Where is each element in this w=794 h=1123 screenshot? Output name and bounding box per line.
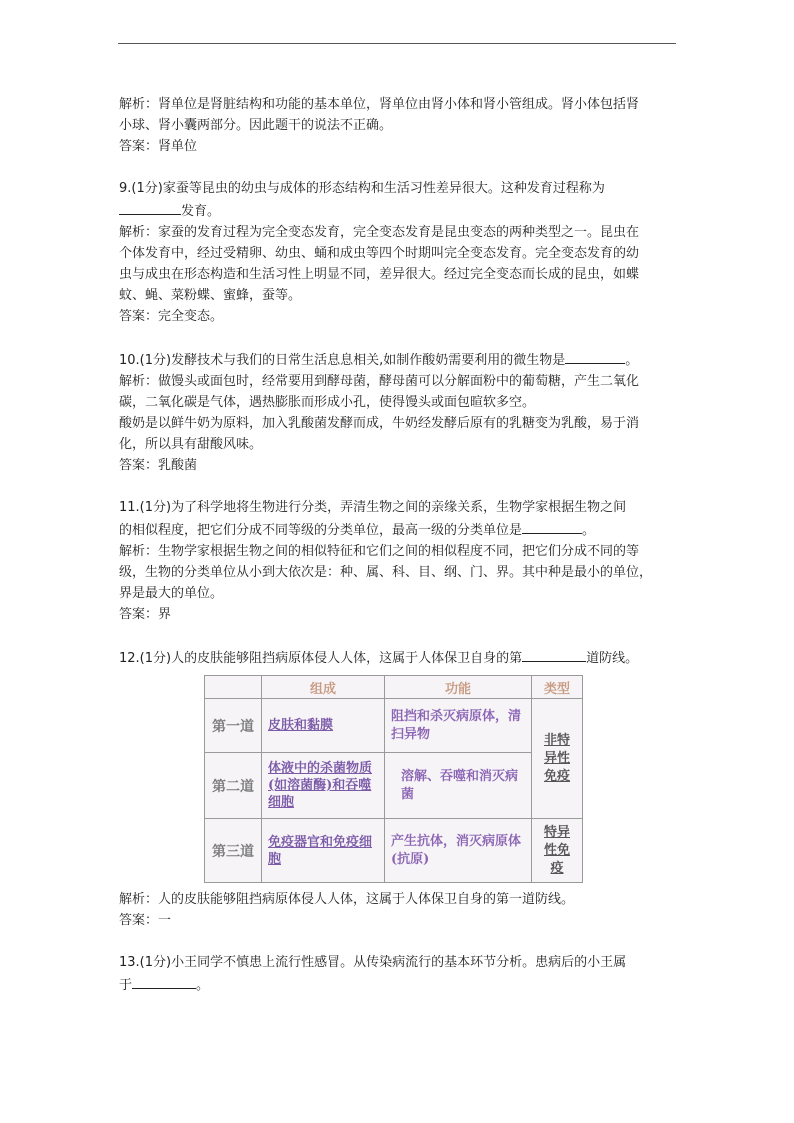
question-stem: 发育。 [119, 199, 679, 222]
answer-blank [522, 518, 582, 534]
question-stem: 13.(1分)小王同学不慎患上流行性感冒。从传染病流行的基本环节分析。患病后的小王属 [119, 955, 627, 970]
figure-composition: 体液中的杀菌物质(如溶菌酶)和吞噬细胞 [262, 753, 385, 819]
analysis-line: 酸奶是以鲜牛奶为原料，加入乳酸菌发酵而成，牛奶经发酵后原有的乳糖变为乳酸，易于消 [119, 416, 640, 431]
question-stem: 于 。 [119, 973, 679, 996]
figure-function: 产生抗体，消灭病原体(抗原) [385, 819, 532, 883]
analysis-line: 解析：家蚕的发育过程为完全变态发育，完全变态发育是昆虫变态的两种类型之一。昆虫在 [119, 225, 640, 240]
question-stem: 12.(1分)人的皮肤能够阻挡病原体侵人人体，这属于人体保卫自身的第 道防线。 [119, 646, 679, 669]
answer-line: 答案：肾单位 [119, 139, 198, 154]
figure-composition: 免疫器官和免疫细胞 [262, 819, 385, 883]
analysis-line: 解析：生物学家根据生物之间的相似特征和它们之间的相似程度不同，把它们分成不同的等 [119, 544, 640, 559]
analysis-line: 级，生物的分类单位从小到大依次是：种、属、科、目、纲、门、界。其中种是最小的单位， [119, 565, 653, 580]
analysis-line: 解析：肾单位是肾脏结构和功能的基本单位，肾单位由肾小体和肾小管组成。肾小体包括肾 [119, 97, 640, 112]
header-rule [118, 43, 676, 44]
figure-row-label: 第一道 [205, 699, 262, 753]
figure-header: 类型 [532, 676, 583, 699]
question-content [119, 94, 679, 996]
answer-blank [522, 646, 586, 662]
figure-function: 阻挡和杀灭病原体，清扫异物 [385, 699, 532, 753]
question-stem: 11.(1分)为了科学地将生物进行分类，弄清生物之间的亲缘关系，生物学家根据生物之间 [119, 500, 627, 515]
analysis-line: 界是最大的单位。 [119, 586, 224, 601]
figure-row-label: 第三道 [205, 819, 262, 883]
answer-blank [565, 348, 625, 364]
answer-line: 答案：界 [119, 607, 172, 622]
analysis-line: 虫与成虫在形态构造和生活习性上明显不同，差异很大。经过完全变态而长成的昆虫，如蝶 [119, 267, 640, 282]
answer-blank [132, 973, 196, 989]
figure-header: 组成 [262, 676, 385, 699]
analysis-line: 小球、肾小囊两部分。因此题干的说法不正确。 [119, 118, 393, 133]
figure-type: 特异性免疫 [532, 819, 583, 883]
figure-corner [205, 676, 262, 699]
analysis-line: 解析：做馒头或面包时，经常要用到酵母菌，酵母菌可以分解面粉中的葡萄糖，产生二氧化 [119, 374, 640, 389]
analysis-line: 碳，二氧化碳是气体，遇热膨胀而形成小孔，使得馒头或面包暄软多空。 [119, 395, 536, 410]
analysis-line: 个体发育中，经过受精卵、幼虫、蛹和成虫等四个时期叫完全变态发育。完全变态发育的幼 [119, 246, 640, 261]
question-stem: 的相似程度，把它们分成不同等级的分类单位，最高一级的分类单位是 。 [119, 518, 679, 541]
figure-composition: 皮肤和黏膜 [262, 699, 385, 753]
answer-line: 答案：完全变态。 [119, 309, 224, 324]
answer-blank [119, 199, 181, 215]
figure-type: 非特异性免疫 [532, 699, 583, 819]
analysis-line: 化，所以具有甜酸风味。 [119, 437, 263, 452]
figure-function: 溶解、吞噬和消灭病菌 [385, 753, 532, 819]
answer-line: 答案：一 [119, 913, 172, 928]
answer-line: 答案：乳酸菌 [119, 458, 198, 473]
figure-header: 功能 [385, 676, 532, 699]
question-stem: 9.(1分)家蚕等昆虫的幼虫与成体的形态结构和生活习性差异很大。这种发育过程称为 [119, 181, 605, 196]
question-stem: 10.(1分)发酵技术与我们的日常生活息息相关,如制作酸奶需要利用的微生物是 。 [119, 348, 679, 371]
analysis-line: 蚊、蝇、菜粉蝶、蜜蜂，蚕等。 [119, 288, 302, 303]
analysis-line: 解析：人的皮肤能够阻挡病原体侵人人体，这属于人体保卫自身的第一道防线。 [119, 892, 575, 907]
immune-defense-figure [204, 675, 583, 883]
figure-row-label: 第二道 [205, 753, 262, 819]
